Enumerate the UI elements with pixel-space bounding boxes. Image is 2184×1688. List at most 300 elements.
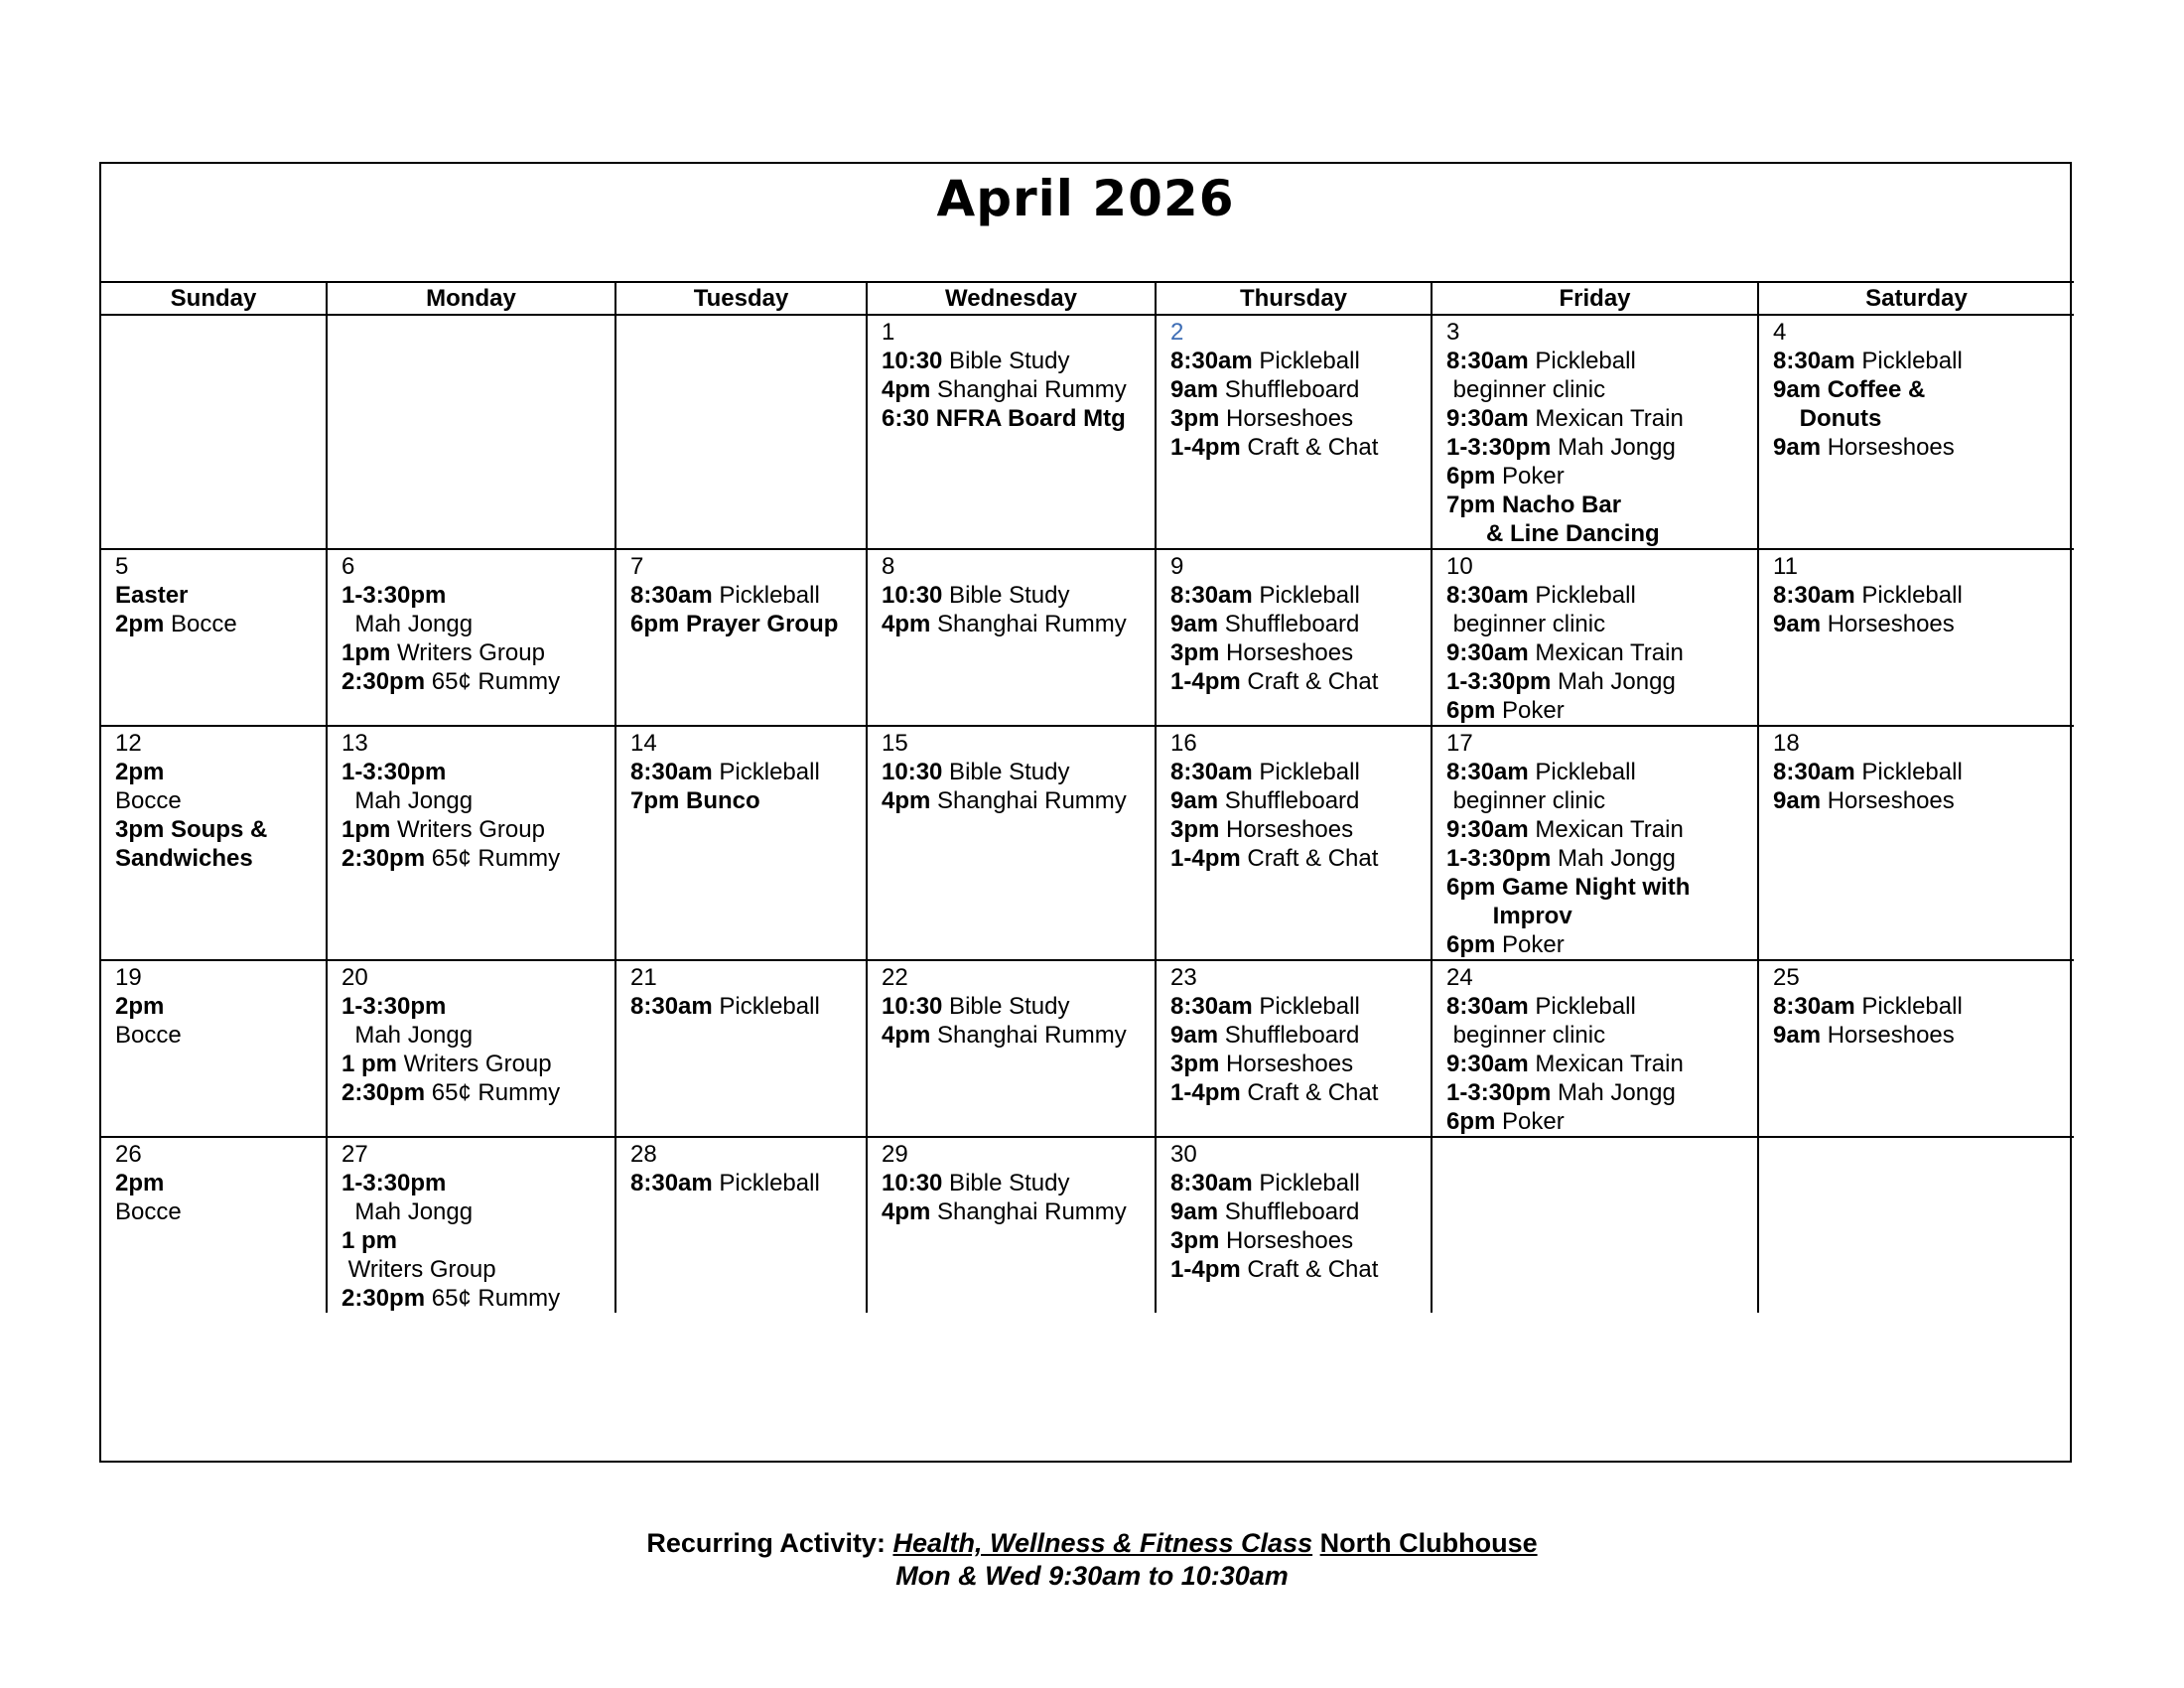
day-number: 22 [882, 964, 908, 991]
day-number: 13 [341, 730, 368, 757]
event-line [1446, 1050, 1757, 1078]
event-line [630, 758, 866, 786]
day-cell-25 [1758, 960, 2074, 1137]
event-line [115, 1021, 326, 1050]
event-time: 2:30pm [341, 668, 426, 695]
day-number: 2 [1170, 319, 1184, 346]
event-line [630, 1169, 866, 1197]
day-cell-19 [101, 960, 327, 1137]
day-number: 1 [882, 319, 895, 346]
event-time: 9am [1773, 1022, 1822, 1049]
day-cell-26 [101, 1137, 327, 1313]
event-name: beginner clinic [1446, 611, 1606, 637]
event-name: Shuffleboard [1218, 1022, 1360, 1049]
event-name: Shuffleboard [1218, 611, 1360, 637]
day-number: 4 [1773, 319, 1787, 346]
event-time: 1-3:30pm [341, 582, 447, 609]
event-line [115, 758, 326, 786]
event-time: 8:30am [630, 1170, 713, 1196]
event-time: 6pm Game Night with [1446, 874, 1691, 901]
event-time: 2:30pm [341, 1285, 426, 1312]
event-line [1446, 667, 1757, 696]
event-line [1446, 519, 1757, 548]
event-line [1170, 638, 1431, 667]
event-time: Donuts [1773, 405, 1882, 432]
event-name: Horseshoes [1219, 1227, 1354, 1254]
event-time: 3pm [1170, 405, 1220, 432]
event-time: 3pm [1170, 1051, 1220, 1077]
event-line [1170, 667, 1431, 696]
event-line [341, 1078, 614, 1107]
week-row [101, 315, 2074, 549]
event-name: Mah Jongg [341, 1022, 474, 1049]
event-line [115, 610, 326, 638]
event-time: 1-4pm [1170, 1256, 1241, 1283]
day-cell-30 [1156, 1137, 1432, 1313]
day-number: 26 [115, 1141, 142, 1168]
event-time: 8:30am [1773, 348, 1855, 374]
event-time: 9:30am [1446, 639, 1529, 666]
week-row [101, 960, 2074, 1137]
event-name: Mah Jongg [341, 1198, 474, 1225]
event-name: Pickleball [1528, 582, 1636, 609]
event-time: 1-4pm [1170, 845, 1241, 872]
event-line [1773, 404, 2074, 433]
day-cell-13 [327, 726, 615, 960]
day-number: 20 [341, 964, 368, 991]
event-line [882, 786, 1155, 815]
event-time: 10:30 [882, 759, 943, 785]
event-time: 1 pm [341, 1051, 398, 1077]
event-time: 2:30pm [341, 845, 426, 872]
event-name: Pickleball [1252, 993, 1360, 1020]
day-cell-3 [1432, 315, 1758, 549]
event-line [115, 1169, 326, 1197]
calendar-title: April 2026 [936, 170, 1235, 227]
event-name: Shanghai Rummy [930, 611, 1127, 637]
event-name: Pickleball [1252, 348, 1360, 374]
day-cell-7 [615, 549, 867, 726]
event-time: 8:30am [1170, 348, 1253, 374]
day-cell-9 [1156, 549, 1432, 726]
event-line [882, 347, 1155, 375]
event-name: Pickleball [1854, 993, 1963, 1020]
event-name: Bible Study [942, 348, 1070, 374]
day-cell-16 [1156, 726, 1432, 960]
day-cell-14 [615, 726, 867, 960]
event-line [882, 581, 1155, 610]
event-name: Bocce [115, 787, 182, 814]
event-line [115, 992, 326, 1021]
event-line [1446, 491, 1757, 519]
event-time: 9am [1170, 1022, 1219, 1049]
event-time: 4pm [882, 1022, 931, 1049]
event-time: & Line Dancing [1446, 520, 1660, 547]
event-name: Poker [1495, 697, 1565, 724]
day-cell-22 [867, 960, 1156, 1137]
recurring-label: Recurring Activity: [646, 1528, 893, 1558]
event-time: 1-3:30pm [1446, 1079, 1552, 1106]
event-line [115, 815, 326, 844]
event-name: Writers Group [397, 1051, 552, 1077]
event-line [1170, 786, 1431, 815]
event-name: Mah Jongg [1551, 668, 1676, 695]
event-time: 1-3:30pm [1446, 845, 1552, 872]
event-name: Writers Group [390, 639, 545, 666]
day-number: 28 [630, 1141, 657, 1168]
weekday-header: Thursday [1156, 282, 1432, 315]
recurring-separator [1312, 1528, 1320, 1558]
day-cell-15 [867, 726, 1156, 960]
event-line [630, 992, 866, 1021]
day-cell-20 [327, 960, 615, 1137]
day-number: 15 [882, 730, 908, 757]
event-line [1170, 1169, 1431, 1197]
event-time: 10:30 [882, 1170, 943, 1196]
event-line [1170, 758, 1431, 786]
event-name: Poker [1495, 1108, 1565, 1135]
event-name: Pickleball [1528, 348, 1636, 374]
event-line [1773, 347, 2074, 375]
event-time: 1-3:30pm [1446, 434, 1552, 461]
event-time: 9am [1773, 787, 1822, 814]
empty-day-cell [615, 315, 867, 549]
event-time: 1 pm [341, 1227, 398, 1254]
event-name: Bible Study [942, 993, 1070, 1020]
event-line [341, 1169, 614, 1197]
recurring-location: North Clubhouse [1319, 1528, 1538, 1558]
day-number: 16 [1170, 730, 1197, 757]
event-line [1773, 1021, 2074, 1050]
event-name: Bible Study [942, 582, 1070, 609]
day-number: 27 [341, 1141, 368, 1168]
day-number: 11 [1773, 553, 1798, 580]
event-line [341, 638, 614, 667]
event-time: 8:30am [1773, 759, 1855, 785]
event-line [1446, 347, 1757, 375]
event-line [1446, 433, 1757, 462]
event-line [1170, 992, 1431, 1021]
day-cell-10 [1432, 549, 1758, 726]
event-line [341, 815, 614, 844]
day-cell-1 [867, 315, 1156, 549]
event-line [1170, 347, 1431, 375]
event-name: Horseshoes [1219, 1051, 1354, 1077]
weekday-header: Saturday [1758, 282, 2074, 315]
event-name: Pickleball [712, 759, 820, 785]
event-line [882, 1169, 1155, 1197]
event-time: 1-3:30pm [1446, 668, 1552, 695]
day-cell-29 [867, 1137, 1156, 1313]
day-number: 9 [1170, 553, 1184, 580]
event-line [1446, 902, 1757, 930]
week-row [101, 1137, 2074, 1313]
weekday-header: Wednesday [867, 282, 1156, 315]
event-time: 8:30am [1170, 1170, 1253, 1196]
event-name: 65¢ Rummy [425, 668, 561, 695]
event-line [1446, 873, 1757, 902]
event-name: Bocce [115, 1198, 182, 1225]
event-line [882, 992, 1155, 1021]
event-line [1170, 1078, 1431, 1107]
recurring-activity-line [0, 1527, 2184, 1560]
event-line [1170, 1255, 1431, 1284]
day-cell-23 [1156, 960, 1432, 1137]
event-time: 4pm [882, 1198, 931, 1225]
event-name: Mexican Train [1528, 816, 1684, 843]
event-time: 9am [1170, 376, 1219, 403]
event-line [1773, 375, 2074, 404]
event-time: 9am [1170, 1198, 1219, 1225]
event-name: Horseshoes [1821, 787, 1955, 814]
event-time: 1-3:30pm [341, 993, 447, 1020]
calendar [99, 162, 2072, 1463]
event-name: Horseshoes [1821, 434, 1955, 461]
event-line [341, 992, 614, 1021]
event-line [341, 1050, 614, 1078]
event-line [341, 667, 614, 696]
day-cell-17 [1432, 726, 1758, 960]
event-time: 9am [1170, 611, 1219, 637]
day-number: 5 [115, 553, 129, 580]
recurring-activity-name: Health, Wellness & Fitness Class [892, 1528, 1313, 1558]
event-line [882, 1197, 1155, 1226]
event-line [630, 581, 866, 610]
event-line [341, 1284, 614, 1313]
event-line [1446, 610, 1757, 638]
event-time: 9am [1170, 787, 1219, 814]
event-time: 1-4pm [1170, 1079, 1241, 1106]
event-name: beginner clinic [1446, 1022, 1606, 1049]
event-name: Shanghai Rummy [930, 1022, 1127, 1049]
event-line [115, 844, 326, 873]
day-cell-5 [101, 549, 327, 726]
event-line [1446, 696, 1757, 725]
event-name: Mexican Train [1528, 405, 1684, 432]
day-number: 19 [115, 964, 142, 991]
event-time: 2pm [115, 759, 165, 785]
event-line [1446, 1078, 1757, 1107]
event-time: 6pm [1446, 463, 1496, 490]
event-line [115, 1197, 326, 1226]
event-name: 65¢ Rummy [425, 1285, 561, 1312]
week-row [101, 726, 2074, 960]
day-number: 30 [1170, 1141, 1197, 1168]
empty-day-cell [1758, 1137, 2074, 1313]
day-cell-11 [1758, 549, 2074, 726]
event-time: 1-4pm [1170, 668, 1241, 695]
event-time: 7pm Bunco [630, 787, 760, 814]
event-time: 4pm [882, 787, 931, 814]
event-name: Pickleball [1854, 759, 1963, 785]
event-time: 6pm [1446, 931, 1496, 958]
event-line [882, 1021, 1155, 1050]
event-line [630, 786, 866, 815]
event-line [882, 375, 1155, 404]
day-cell-2 [1156, 315, 1432, 549]
event-name: Pickleball [1854, 348, 1963, 374]
empty-day-cell [327, 315, 615, 549]
weekday-header-row [101, 282, 2074, 315]
event-time: 8:30am [630, 993, 713, 1020]
event-time: Easter [115, 582, 189, 609]
event-line [1170, 1021, 1431, 1050]
event-name: Mexican Train [1528, 1051, 1684, 1077]
event-time: 10:30 [882, 582, 943, 609]
event-name: Bocce [164, 611, 237, 637]
event-line [115, 581, 326, 610]
day-cell-27 [327, 1137, 615, 1313]
event-line [882, 610, 1155, 638]
event-line [341, 758, 614, 786]
event-time: 8:30am [1773, 993, 1855, 1020]
day-number: 8 [882, 553, 895, 580]
event-time: 6:30 NFRA Board Mtg [882, 405, 1126, 432]
event-line [341, 1197, 614, 1226]
event-time: 6pm [1446, 697, 1496, 724]
event-name: Writers Group [341, 1256, 496, 1283]
event-time: 6pm [1446, 1108, 1496, 1135]
event-line [1170, 1050, 1431, 1078]
event-time: 4pm [882, 376, 931, 403]
event-name: beginner clinic [1446, 376, 1606, 403]
event-name: Mexican Train [1528, 639, 1684, 666]
event-time: 8:30am [1170, 759, 1253, 785]
event-line [1446, 1021, 1757, 1050]
day-number: 7 [630, 553, 644, 580]
event-time: 8:30am [630, 759, 713, 785]
event-line [1446, 375, 1757, 404]
event-line [1773, 433, 2074, 462]
event-name: Horseshoes [1219, 639, 1354, 666]
event-line [1446, 815, 1757, 844]
event-time: 8:30am [1170, 582, 1253, 609]
event-name: Craft & Chat [1240, 845, 1379, 872]
event-line [341, 1226, 614, 1255]
event-name: Poker [1495, 931, 1565, 958]
event-name: Pickleball [712, 1170, 820, 1196]
event-name: 65¢ Rummy [425, 845, 561, 872]
event-line [341, 581, 614, 610]
event-name: Shuffleboard [1218, 376, 1360, 403]
event-line [341, 610, 614, 638]
event-time: 3pm Soups & [115, 816, 268, 843]
day-cell-18 [1758, 726, 2074, 960]
event-name: Pickleball [712, 582, 820, 609]
event-line [882, 404, 1155, 433]
event-line [341, 1021, 614, 1050]
event-time: 1-3:30pm [341, 759, 447, 785]
event-time: 8:30am [1773, 582, 1855, 609]
event-line [1446, 1107, 1757, 1136]
event-line [1446, 992, 1757, 1021]
day-cell-8 [867, 549, 1156, 726]
day-cell-24 [1432, 960, 1758, 1137]
event-line [1170, 1197, 1431, 1226]
event-line [1446, 786, 1757, 815]
day-number: 12 [115, 730, 142, 757]
event-name: Horseshoes [1821, 1022, 1955, 1049]
event-name: Craft & Chat [1240, 668, 1379, 695]
event-line [341, 786, 614, 815]
event-line [1446, 404, 1757, 433]
event-time: 8:30am [1446, 348, 1529, 374]
event-name: Horseshoes [1219, 816, 1354, 843]
event-line [341, 844, 614, 873]
event-line [1773, 786, 2074, 815]
event-name: Pickleball [1528, 993, 1636, 1020]
day-number: 6 [341, 553, 355, 580]
event-name: Horseshoes [1821, 611, 1955, 637]
day-cell-21 [615, 960, 867, 1137]
event-line [1446, 844, 1757, 873]
event-name: Pickleball [1252, 582, 1360, 609]
event-line [1170, 844, 1431, 873]
recurring-schedule: Mon & Wed 9:30am to 10:30am [895, 1561, 1289, 1591]
day-number: 21 [630, 964, 657, 991]
recurring-activity-note [0, 1527, 2184, 1593]
event-time: 1-4pm [1170, 434, 1241, 461]
event-time: 6pm Prayer Group [630, 611, 839, 637]
event-name: Mah Jongg [1551, 434, 1676, 461]
event-time: 8:30am [630, 582, 713, 609]
event-name: Bocce [115, 1022, 182, 1049]
day-cell-28 [615, 1137, 867, 1313]
weekday-header: Monday [327, 282, 615, 315]
event-line [882, 758, 1155, 786]
calendar-body [101, 315, 2074, 1313]
day-number: 23 [1170, 964, 1197, 991]
event-name: 65¢ Rummy [425, 1079, 561, 1106]
event-line [1170, 581, 1431, 610]
event-name: Bible Study [942, 1170, 1070, 1196]
event-time: 3pm [1170, 1227, 1220, 1254]
event-line [1773, 581, 2074, 610]
event-name: Mah Jongg [341, 787, 474, 814]
event-time: 2pm [115, 611, 165, 637]
event-name: Shanghai Rummy [930, 787, 1127, 814]
event-time: 8:30am [1170, 993, 1253, 1020]
weekday-header: Tuesday [615, 282, 867, 315]
event-line [1773, 610, 2074, 638]
weekday-header: Sunday [101, 282, 327, 315]
event-name: Writers Group [390, 816, 545, 843]
event-name: Mah Jongg [1551, 1079, 1676, 1106]
event-time: 10:30 [882, 348, 943, 374]
day-cell-6 [327, 549, 615, 726]
day-number: 17 [1446, 730, 1473, 757]
event-time: 2pm [115, 1170, 165, 1196]
day-number: 10 [1446, 553, 1473, 580]
event-time: Sandwiches [115, 845, 253, 872]
event-time: 9am Coffee & [1773, 376, 1926, 403]
event-name: Shuffleboard [1218, 787, 1360, 814]
event-time: 10:30 [882, 993, 943, 1020]
event-name: Craft & Chat [1240, 1079, 1379, 1106]
event-name: Pickleball [1252, 759, 1360, 785]
event-line [1170, 433, 1431, 462]
day-number: 3 [1446, 319, 1460, 346]
event-line [1446, 581, 1757, 610]
event-line [1446, 462, 1757, 491]
event-time: 9:30am [1446, 405, 1529, 432]
event-time: 2pm [115, 993, 165, 1020]
event-name: Pickleball [712, 993, 820, 1020]
event-name: Mah Jongg [341, 611, 474, 637]
event-name: Craft & Chat [1240, 1256, 1379, 1283]
event-line [1170, 815, 1431, 844]
day-cell-12 [101, 726, 327, 960]
